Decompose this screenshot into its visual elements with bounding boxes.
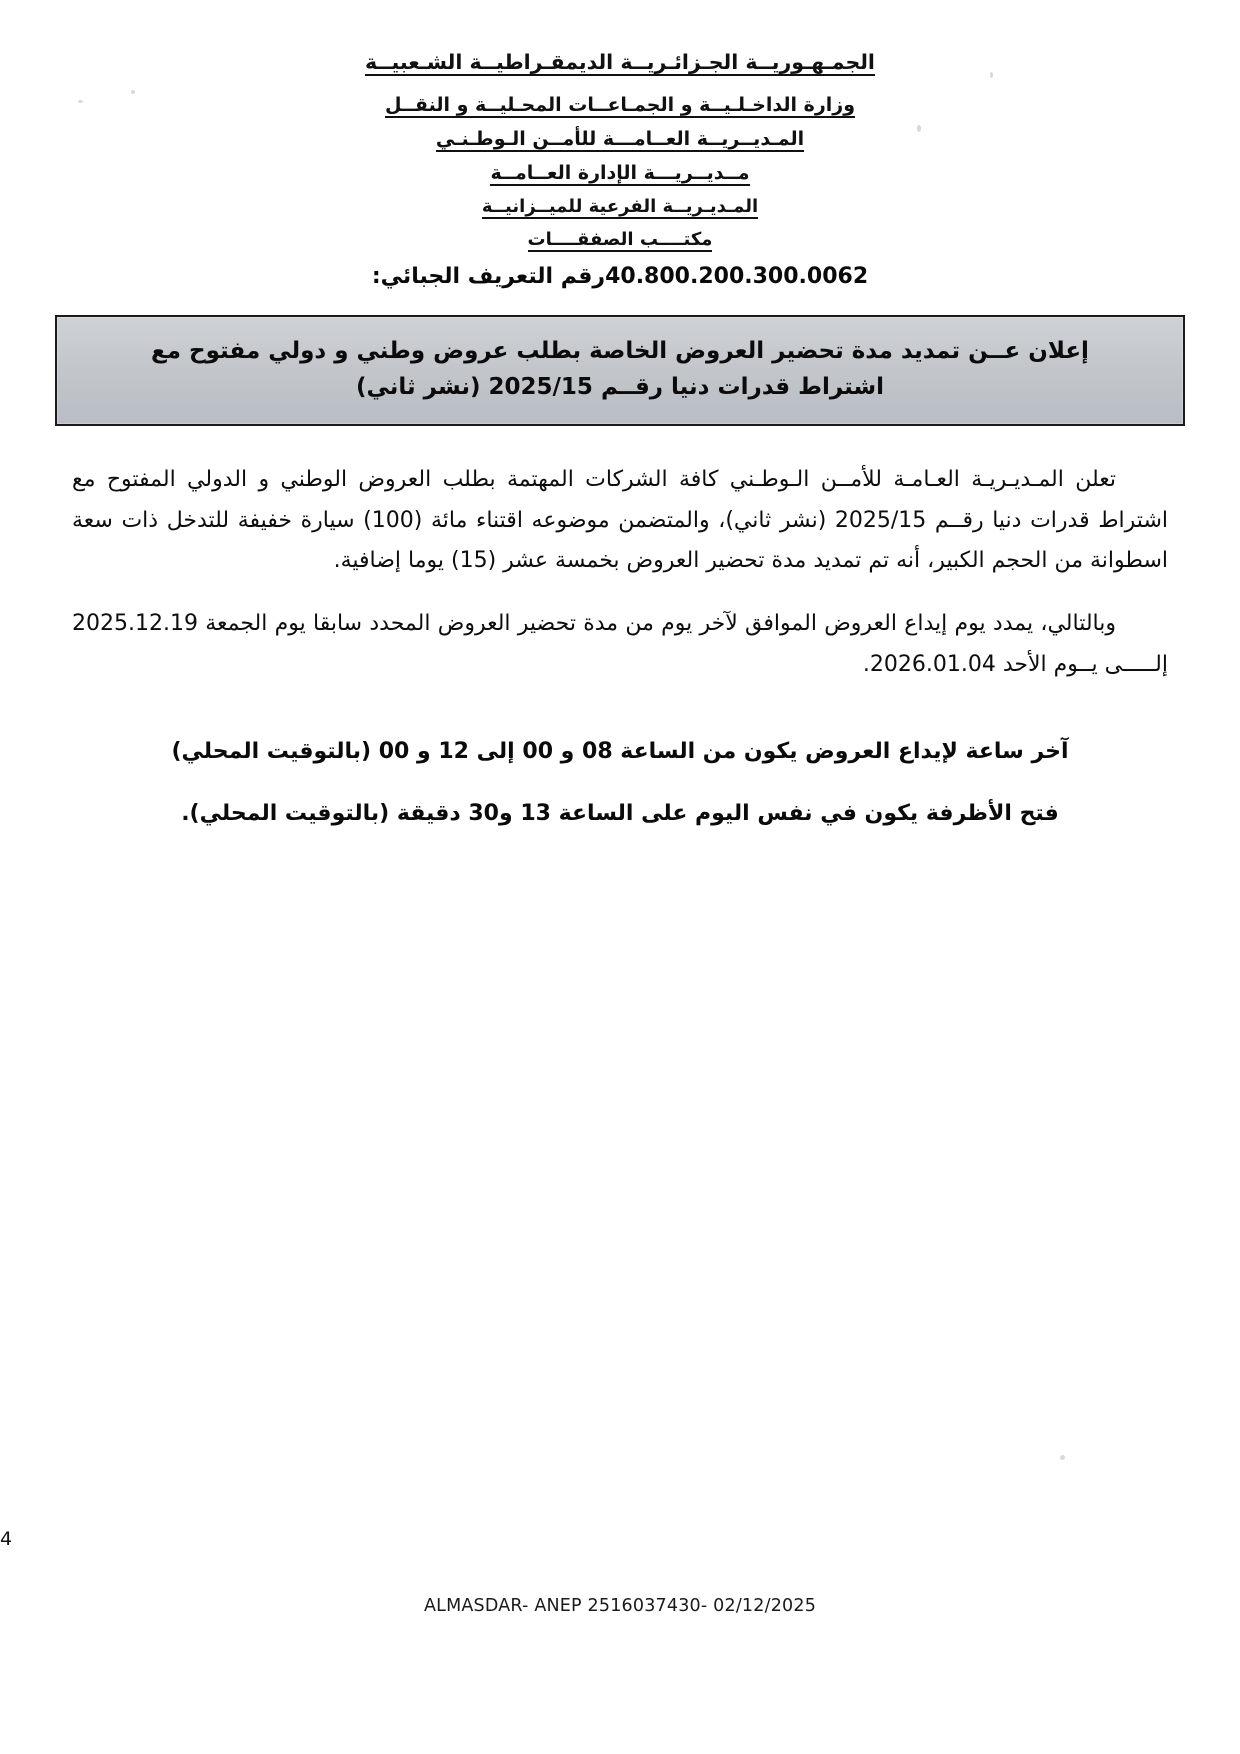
tax-identification-number: 40.800.200.300.0062 — [605, 263, 869, 289]
scan-artifact — [78, 100, 83, 103]
header-line-contracts-office — [0, 228, 1240, 252]
header-line-administration-text: مــديــريـــة الإدارة العــامــة — [490, 161, 750, 184]
header-line-ministry — [0, 93, 1240, 118]
header-line-republic — [0, 52, 1240, 76]
announcement-title-line-2: اشتراط قدرات دنيا رقــم 2025/15 (نشر ثاني) — [355, 374, 885, 401]
footer-reference-text: ALMASDAR- ANEP 2516037430- 02/12/2025 — [423, 1596, 817, 1616]
header-line-budget-subdirectorate — [0, 195, 1240, 219]
header-line-budget-subdirectorate-text: المـديـريــة الفرعية للميــزانيــة — [481, 195, 759, 217]
document-emphasis-block — [60, 730, 1180, 836]
scan-artifact — [1060, 1455, 1065, 1460]
scan-artifact — [917, 125, 921, 132]
header-line-contracts-office-text: مكتــــب الصفقــــات — [527, 228, 713, 250]
header-line-directorate-general — [0, 127, 1240, 152]
scan-artifact — [990, 72, 993, 78]
document-body — [72, 460, 1168, 685]
emphasis-line-opening-hours: فتح الأظرفة يكون في نفس اليوم على الساعة 13 و30 دقيقة (بالتوقيت المحلي). — [181, 800, 1059, 826]
announcement-title-box — [55, 315, 1185, 427]
body-paragraph-1: تعلن المـديـريـة العـامـة للأمــن الـوطـني كافة الشركات المهتمة بطلب العروض الوطني و الدولي المفتوح مع اشتراط قدرات دنيا رقــم 2025/15 (نشر ثاني)، والمتضمن موضوعه اقتناء مائة (100) سيارة خفيفة للتدخل ذات سعة اسطوانة من الحجم الكبير، أنه تم تمديد مدة تحضير العروض بخمسة عشر (15) يوما إضافية. — [72, 467, 1168, 574]
header-line-administration — [0, 161, 1240, 186]
scan-artifact — [131, 90, 135, 94]
emphasis-line-submission-hours: آخر ساعة لإيداع العروض يكون من الساعة 08 و 00 إلى 12 و 00 (بالتوقيت المحلي) — [171, 738, 1069, 764]
document-header — [0, 0, 1240, 289]
header-line-directorate-general-text: المـديــريــة العــامـــة للأمــن الـوطـنـي — [435, 127, 805, 150]
header-line-republic-text: الجمـهـوريــة الجـزائـريــة الديمقـراطيــة الشـعبيــة — [365, 50, 875, 74]
page-number-value: 4 — [0, 1528, 13, 1550]
document-footer — [0, 1596, 1240, 1616]
body-paragraph-2: وبالتالي، يمدد يوم إيداع العروض الموافق لآخر يوم من مدة تحضير العروض المحدد سابقا يوم الجمعة 2025.12.19 إلـــــى يــوم الأحد 2026.01.04. — [72, 611, 1168, 677]
page-number — [0, 1528, 1172, 1550]
announcement-title-line-1: إعلان عــن تمديد مدة تحضير العروض الخاصة بطلب عروض وطني و دولي مفتوح مع — [151, 337, 1089, 364]
tax-identification-label: رقم التعريف الجبائي: — [371, 263, 606, 289]
tax-identification-line — [0, 264, 1240, 289]
header-line-ministry-text: وزارة الداخـلـيــة و الجمـاعــات المحـليــة و النقــل — [384, 93, 856, 116]
